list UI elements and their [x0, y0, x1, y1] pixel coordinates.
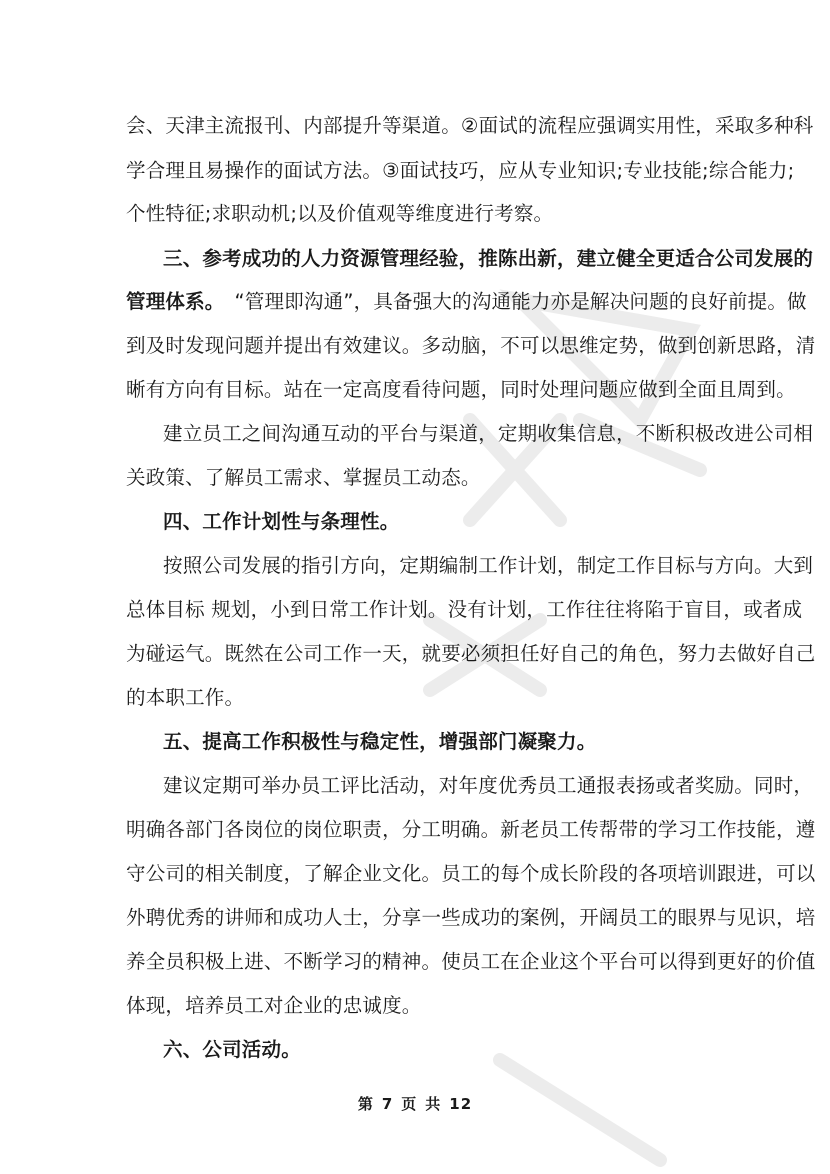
paragraph-line-11: 总体目标 规划，小到日常工作计划。没有计划，工作往往将陷于盲目，或者成 [126, 598, 803, 621]
paragraph-line-7: 晰有方向有目标。站在一定高度看待问题，同时处理问题应做到全面且周到。 [126, 378, 796, 401]
paragraph-line-8: 建立员工之间沟通互动的平台与渠道，定期收集信息，不断积极改进公司相 [163, 422, 814, 445]
footer-page-number: 7 [381, 1095, 394, 1113]
paragraph-line-17: 外聘优秀的讲师和成功人士，分享一些成功的案例，开阔员工的眼界与见识，培 [126, 906, 816, 929]
paragraph-line-12: 为碰运气。既然在公司工作一天，就要必须担任好自己的角色，努力去做好自己 [126, 642, 816, 665]
paragraph-line-13: 的本职工作。 [126, 686, 245, 709]
paragraph-line-18: 养全员积极上进、不断学习的精神。使员工在企业这个平台可以得到更好的价值 [126, 950, 816, 973]
footer-total-pages: 12 [449, 1095, 473, 1113]
footer-label-di: 第 [357, 1095, 374, 1113]
paragraph-line-10: 按照公司发展的指引方向，定期编制工作计划，制定工作目标与方向。大到 [163, 554, 814, 577]
paragraph-line-14: 建议定期可举办员工评比活动，对年度优秀员工通报表扬或者奖励。同时， [163, 774, 814, 797]
page-footer [0, 1093, 830, 1114]
paragraph-text: “管理即沟通”，具备强大的沟通能力亦是解决问题的良好前提。做 [234, 290, 807, 313]
paragraph-line-5 [126, 290, 807, 314]
section-heading-5: 五、提高工作积极性与稳定性，增强部门凝聚力。 [163, 730, 597, 753]
section-heading-4: 四、工作计划性与条理性。 [163, 510, 400, 533]
section-heading-3-line-1: 三、参考成功的人力资源管理经验，推陈出新，建立健全更适合公司发展的 [163, 247, 814, 270]
footer-label-gong: 共 [425, 1095, 442, 1113]
paragraph-line-16: 守公司的相关制度，了解企业文化。员工的每个成长阶段的各项培训跟进，可以 [126, 862, 816, 885]
paragraph-line-6: 到及时发现问题并提出有效建议。多动脑，不可以思维定势，做到创新思路，清 [126, 334, 816, 357]
paragraph-line-2: 学合理且易操作的面试方法。③面试技巧，应从专业知识;专业技能;综合能力; [126, 159, 795, 182]
paragraph-line-1: 会、天津主流报刊、内部提升等渠道。②面试的流程应强调实用性，采取多种科 [126, 114, 814, 137]
paragraph-line-19: 体现，培养员工对企业的忠诚度。 [126, 994, 422, 1017]
section-heading-6: 六、公司活动。 [163, 1038, 301, 1061]
section-heading-3-line-2: 管理体系。 [126, 290, 225, 313]
paragraph-line-15: 明确各部门各岗位的岗位职责，分工明确。新老员工传帮带的学习工作技能，遵 [126, 818, 816, 841]
paragraph-line-3: 个性特征;求职动机;以及价值观等维度进行考察。 [126, 202, 554, 225]
footer-label-ye: 页 [401, 1095, 418, 1113]
paragraph-line-9: 关政策、了解员工需求、掌握员工动态。 [126, 466, 481, 489]
